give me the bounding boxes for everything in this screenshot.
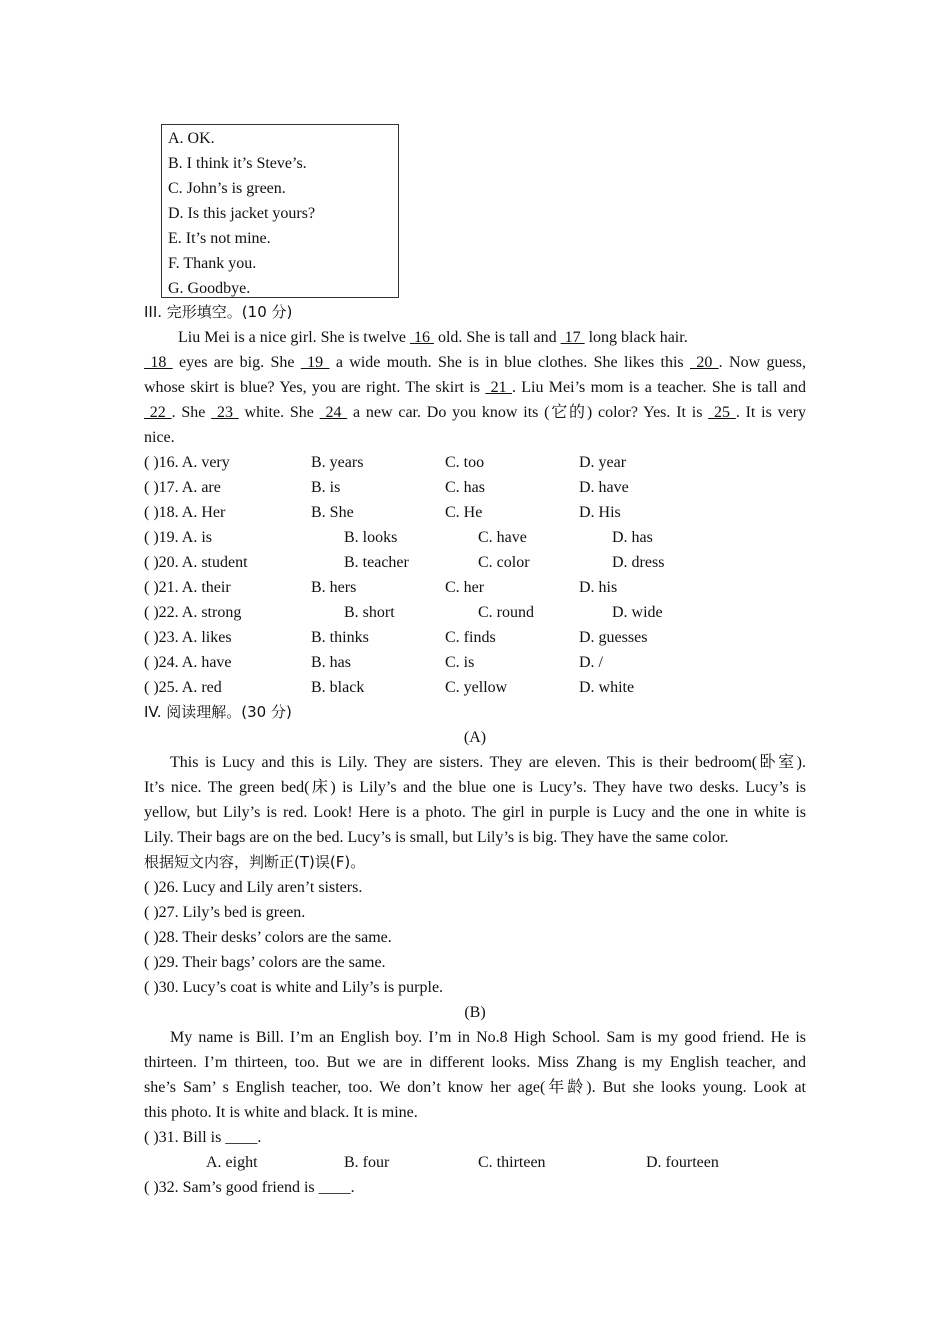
q31-option-a: A. eight [206, 1154, 258, 1171]
part-a-line-3: yellow, but Lily’s is red. Look! Here is a photo. The girl in purple is Lucy and the one in white is [144, 804, 806, 821]
tf-question-30: ( )30. Lucy’s coat is white and Lily’s is purple. [144, 979, 444, 996]
cloze-q20-stem: ( )20. A. student [144, 554, 248, 571]
option-c: C. John’s is green. [168, 180, 286, 197]
cloze-q22-option-c: C. round [478, 604, 534, 621]
mc-question-32: ( )32. Sam’s good friend is ____. [144, 1179, 355, 1196]
cloze-q24-option-b: B. has [311, 654, 351, 671]
cloze-q25-option-d: D. white [579, 679, 635, 696]
options-box [161, 124, 399, 298]
blank-marker: 21 [485, 379, 512, 396]
passage-line-1: Liu Mei is a nice girl. She is twelve 16 old. She is tall and 17 long black hair. [178, 329, 688, 346]
passage-line-3: whose skirt is blue? Yes, you are right. The skirt is 21 . Liu Mei’s mom is a teacher. She is tall and [144, 379, 806, 396]
cloze-q19-stem: ( )19. A. is [144, 529, 212, 546]
cloze-q18-option-d: D. His [579, 504, 621, 521]
cloze-q21-option-b: B. hers [311, 579, 357, 596]
option-d: D. Is this jacket yours? [168, 205, 316, 222]
option-g: G. Goodbye. [168, 280, 251, 297]
cloze-q23-option-c: C. finds [445, 629, 496, 646]
part-b-line-1: My name is Bill. I’m an English boy. I’m in No.8 High School. Sam is my good friend. He is [170, 1029, 806, 1046]
cloze-q19-option-d: D. has [612, 529, 653, 546]
blank-marker: 17 [560, 329, 585, 346]
cloze-q16-option-d: D. year [579, 454, 627, 471]
cloze-q24-stem: ( )24. A. have [144, 654, 232, 671]
cloze-q22-option-d: D. wide [612, 604, 663, 621]
blank-marker: 23 [211, 404, 239, 421]
part-a-label: (A) [463, 729, 487, 746]
mc-question-31: ( )31. Bill is ____. [144, 1129, 262, 1146]
cloze-q17-option-d: D. have [579, 479, 629, 496]
cloze-q17-option-b: B. is [311, 479, 341, 496]
cloze-q25-option-b: B. black [311, 679, 365, 696]
part-b-line-2: thirteen. I’m thirteen, too. But we are in different looks. Miss Zhang is my English teacher, and [144, 1054, 806, 1071]
cloze-q18-option-c: C. He [445, 504, 483, 521]
cloze-q22-stem: ( )22. A. strong [144, 604, 242, 621]
cloze-q23-stem: ( )23. A. likes [144, 629, 232, 646]
cloze-q18-option-b: B. She [311, 504, 354, 521]
section3-heading: III. 完形填空。(10 分) [144, 303, 293, 321]
q31-option-d: D. fourteen [646, 1154, 719, 1171]
cloze-q16-option-c: C. too [445, 454, 485, 471]
option-f: F. Thank you. [168, 255, 257, 272]
blank-marker: 24 [319, 404, 348, 421]
tf-question-26: ( )26. Lucy and Lily aren’t sisters. [144, 879, 363, 896]
part-b-line-3: she’s Sam’ s English teacher, too. We don’t know her age(年龄). But she looks young. Look at [144, 1079, 806, 1096]
blank-marker: 20 [689, 354, 719, 371]
blank-marker: 18 [144, 354, 173, 371]
cloze-q17-option-c: C. has [445, 479, 485, 496]
passage-line-2: 18 eyes are big. She 19 a wide mouth. She is in blue clothes. She likes this 20 . Now guess, [144, 354, 807, 371]
part-b-line-4: this photo. It is white and black. It is mine. [144, 1104, 418, 1121]
q31-option-c: C. thirteen [478, 1154, 546, 1171]
cloze-q18-stem: ( )18. A. Her [144, 504, 226, 521]
cloze-q20-option-b: B. teacher [344, 554, 409, 571]
part-a-line-4: Lily. Their bags are on the bed. Lucy’s is small, but Lily’s is big. They have the same color. [144, 829, 729, 846]
option-a: A. OK. [168, 130, 215, 147]
cloze-q16-stem: ( )16. A. very [144, 454, 230, 471]
cloze-q25-stem: ( )25. A. red [144, 679, 222, 696]
part-a-line-1: This is Lucy and this is Lily. They are sisters. They are eleven. This is their bedroom(卧室). [170, 754, 806, 771]
cloze-q21-stem: ( )21. A. their [144, 579, 231, 596]
cloze-q23-option-d: D. guesses [579, 629, 648, 646]
blank-marker: 25 [708, 404, 736, 421]
option-b: B. I think it’s Steve’s. [168, 155, 307, 172]
cloze-q21-option-c: C. her [445, 579, 485, 596]
passage-line-4: 22 . She 23 white. She 24 a new car. Do you know its (它的) color? Yes. It is 25 . It is very [144, 404, 807, 421]
cloze-q24-option-c: C. is [445, 654, 475, 671]
tf-question-29: ( )29. Their bags’ colors are the same. [144, 954, 386, 971]
cloze-q20-option-c: C. color [478, 554, 530, 571]
cloze-q17-stem: ( )17. A. are [144, 479, 221, 496]
blank-marker: 19 [300, 354, 330, 371]
passage-line-5: nice. [144, 429, 175, 446]
blank-marker: 16 [409, 329, 434, 346]
option-e: E. It’s not mine. [168, 230, 271, 247]
tf-question-28: ( )28. Their desks’ colors are the same. [144, 929, 392, 946]
cloze-q19-option-c: C. have [478, 529, 527, 546]
cloze-q21-option-d: D. his [579, 579, 618, 596]
part-a-instruction: 根据短文内容，判断正(T)误(F)。 [144, 853, 366, 871]
cloze-q19-option-b: B. looks [344, 529, 398, 546]
part-a-line-2: It’s nice. The green bed(床) is Lily’s and the blue one is Lucy’s. They have two desks. Lucy’s is [144, 779, 806, 796]
q31-option-b: B. four [344, 1154, 390, 1171]
cloze-q23-option-b: B. thinks [311, 629, 369, 646]
cloze-q16-option-b: B. years [311, 454, 364, 471]
cloze-q25-option-c: C. yellow [445, 679, 508, 696]
section4-heading: IV. 阅读理解。(30 分) [144, 703, 292, 721]
cloze-q24-option-d: D. / [579, 654, 603, 671]
tf-question-27: ( )27. Lily’s bed is green. [144, 904, 306, 921]
cloze-q22-option-b: B. short [344, 604, 395, 621]
blank-marker: 22 [144, 404, 172, 421]
cloze-q20-option-d: D. dress [612, 554, 665, 571]
part-b-label: (B) [464, 1004, 486, 1021]
